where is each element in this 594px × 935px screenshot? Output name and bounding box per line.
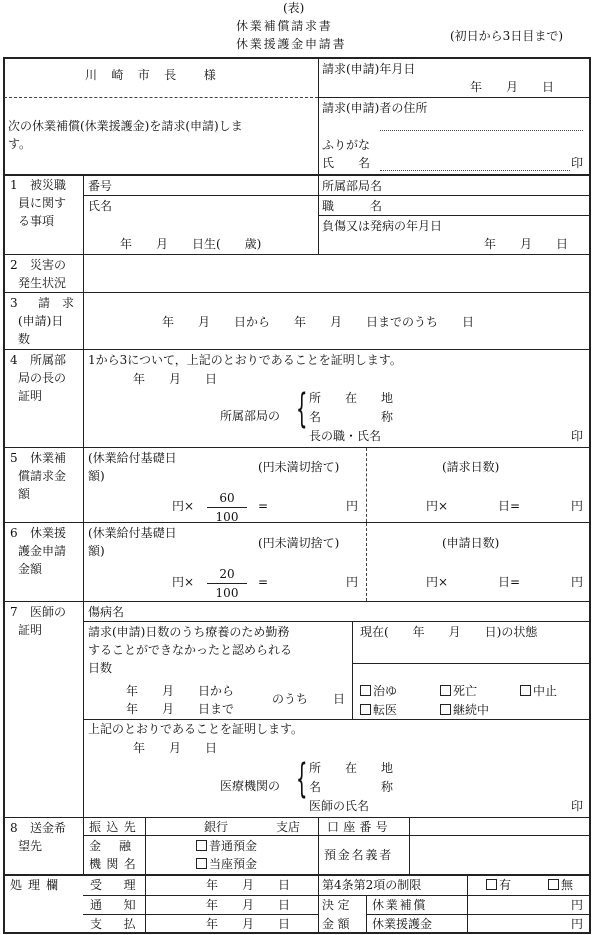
s7-within: のうち <box>272 692 309 706</box>
proc-paid: 支 払 <box>90 917 141 931</box>
s4-brace-icon: { <box>296 386 308 432</box>
page-side-label: (表) <box>283 1 305 15</box>
checkbox-icon <box>440 704 451 715</box>
s6-days-label: (申請日数) <box>442 536 500 550</box>
s1-label-1: 被災職 <box>30 178 67 192</box>
s6-label-2: 護金申請 <box>18 544 67 558</box>
proc-decided-label: 決定 <box>322 898 354 912</box>
s5-label-2: 償請求金 <box>18 469 67 483</box>
s7-opt-transfer[interactable]: 転医 <box>360 702 397 718</box>
s8-branch-label: 支店 <box>276 820 301 834</box>
s8-account-field[interactable] <box>410 818 589 835</box>
s7-cert-date[interactable]: 年 月 日 <box>133 741 218 755</box>
s3-num: 3 <box>10 296 18 310</box>
s5-total[interactable]: 円 <box>571 499 584 513</box>
proc-limit-label: 第4条第2項の制限 <box>322 878 422 892</box>
s1-label-3: る事項 <box>18 214 55 228</box>
s8-label-1: 送金希 <box>30 821 67 835</box>
claimant-address-label: 請求(申請)者の住所 <box>322 101 428 115</box>
s2-situation-field[interactable] <box>84 255 589 291</box>
s6-total[interactable]: 円 <box>571 575 584 589</box>
s5-num: 5 <box>10 451 18 465</box>
s7-opt-cured[interactable]: 治ゆ <box>360 683 397 699</box>
s8-account-label: 口座番号 <box>327 820 392 834</box>
s5-equals: = <box>258 499 269 513</box>
s5-day-equals: 日= <box>498 499 521 513</box>
s7-to-date[interactable]: 年 月 日まで <box>126 702 235 716</box>
s5-days-label: (請求日数) <box>442 460 500 474</box>
s5-yen-times: 円× <box>172 499 195 513</box>
s3-label-1: 請 求 <box>38 296 75 310</box>
proc-comp-label: 休業補償 <box>372 898 428 912</box>
s5-base-label: (休業給付基礎日 <box>88 451 177 465</box>
intro-text: 次の休業補償(休業援護金)を請求(申請)しま <box>8 119 243 133</box>
s6-num: 6 <box>10 526 18 540</box>
s7-label-1: 医師の <box>30 605 67 619</box>
addressee: 川 崎 市 長 様 <box>85 68 218 82</box>
s6-base-label: (休業給付基礎日 <box>88 526 177 540</box>
s7-doctor-label: 医師の氏名 <box>309 799 370 813</box>
s5-round-note: (円未満切捨て) <box>258 460 340 474</box>
s4-label-3: 証明 <box>18 389 43 403</box>
s7-question-1: 請求(申請)日数のうち療養のため勤務 <box>88 625 290 639</box>
proc-aid-amount[interactable]: 円 <box>571 917 584 931</box>
s5-label-3: 額 <box>18 487 31 501</box>
s6-equals: = <box>258 575 269 589</box>
proc-received: 受 理 <box>90 878 141 892</box>
s7-address-label: 所 在 地 <box>309 761 394 775</box>
checkbox-icon <box>360 704 371 715</box>
s1-injury-date[interactable]: 年 月 日 <box>484 237 569 251</box>
s8-dest-label: 振込先 <box>89 820 142 834</box>
s8-current-option[interactable]: 当座預金 <box>196 856 257 872</box>
s4-chief-label: 長の職・氏名 <box>309 429 382 443</box>
s8-label-2: 望先 <box>18 839 43 853</box>
form-title-compensation: 休業補償請求書 <box>236 19 333 33</box>
proc-limit-no[interactable]: 無 <box>548 877 573 893</box>
s4-label-1: 所属部 <box>30 353 67 367</box>
s4-label-2: 局の長の <box>18 371 67 385</box>
s7-num: 7 <box>10 605 18 619</box>
checkbox-icon <box>196 858 207 869</box>
proc-paid-date[interactable]: 年 月 日 <box>206 917 291 931</box>
s6-yen-result[interactable]: 円 <box>346 575 359 589</box>
s3-period-text[interactable]: 年 月 日から 年 月 日までのうち 日 <box>162 315 475 329</box>
s1-number-label: 番号 <box>88 179 113 193</box>
s1-birth-date[interactable]: 年 月 日生( 歳) <box>120 237 262 251</box>
s7-cert-text: 上記のとおりであることを証明します。 <box>88 722 304 736</box>
s8-num: 8 <box>10 821 18 835</box>
s4-cert-text: 1から3について，上記のとおりであることを証明します。 <box>88 353 402 367</box>
s5-yen-result[interactable]: 円 <box>346 499 359 513</box>
s4-cert-date[interactable]: 年 月 日 <box>133 372 218 386</box>
s7-from-date[interactable]: 年 月 日から <box>126 684 235 698</box>
proc-notified-date[interactable]: 年 月 日 <box>206 898 291 912</box>
proc-amount-label: 金額 <box>322 917 354 931</box>
s5-label-1: 休業補 <box>30 451 67 465</box>
period-note: (初日から3日目まで) <box>450 29 563 43</box>
s5-base-label-2: 額) <box>88 469 105 483</box>
s1-dept-label: 所属部局名 <box>322 179 383 193</box>
s6-day-equals: 日= <box>498 575 521 589</box>
s7-question-2: することができなかったと認められる <box>88 643 293 657</box>
s7-disease-label: 傷病名 <box>88 605 125 619</box>
s6-yen-times: 円× <box>172 575 195 589</box>
s2-label-1: 災害の <box>30 258 67 272</box>
checkbox-icon <box>486 879 497 890</box>
s4-name-label: 名 称 <box>309 410 394 424</box>
s1-injury-label: 負傷又は発病の年月日 <box>322 219 443 233</box>
checkbox-icon <box>440 685 451 696</box>
s4-org-label: 所属部局の <box>220 409 281 423</box>
s7-label-2: 証明 <box>18 623 43 637</box>
proc-label: 処理欄 <box>10 878 65 892</box>
s6-label-1: 休業援 <box>30 526 67 540</box>
proc-received-date[interactable]: 年 月 日 <box>206 878 291 892</box>
s8-holder-field[interactable] <box>410 836 589 873</box>
proc-aid-label: 休業援護金 <box>372 917 433 931</box>
proc-comp-amount[interactable]: 円 <box>571 898 584 912</box>
s4-num: 4 <box>10 353 18 367</box>
s1-name-label: 氏名 <box>88 199 113 213</box>
intro-text-2: す。 <box>8 137 32 151</box>
s8-ordinary-option[interactable]: 普通預金 <box>196 838 257 854</box>
s6-round-note: (円未満切捨て) <box>258 536 340 550</box>
s8-holder-label: 預金名義者 <box>324 848 394 862</box>
s7-status-label: 現在( 年 月 日)の状態 <box>360 625 538 639</box>
request-date-label: 請求(申請)年月日 <box>322 62 416 76</box>
s6-yen-times-2: 円× <box>426 575 449 589</box>
s4-address-label: 所 在 地 <box>309 391 394 405</box>
s2-label-2: 発生状況 <box>18 276 67 290</box>
s7-org-label: 医療機関の <box>220 779 281 793</box>
s7-name-label: 名 称 <box>309 780 394 794</box>
s5-yen-times-2: 円× <box>426 499 449 513</box>
s5-fraction: $\frac{60}{100}$ <box>207 490 247 525</box>
checkbox-icon <box>196 840 207 851</box>
s7-opt-continuing[interactable]: 継続中 <box>440 702 489 718</box>
request-date-value[interactable]: 年 月 日 <box>470 80 555 94</box>
s7-days[interactable]: 日 <box>333 692 346 706</box>
s1-post-label: 職 名 <box>322 199 383 213</box>
s7-question-3: 日数 <box>88 661 113 675</box>
form-title-aid: 休業援護金申請書 <box>236 37 347 51</box>
claimant-name-label: 氏 名 <box>322 156 371 170</box>
proc-limit-yes[interactable]: 有 <box>486 877 511 893</box>
s2-num: 2 <box>10 258 18 272</box>
s8-inst-label-2: 機関名 <box>89 857 142 871</box>
s8-bank-label: 銀行 <box>204 820 229 834</box>
s4-seal: 印 <box>571 429 584 443</box>
checkbox-icon <box>548 879 559 890</box>
s6-fraction: $\frac{20}{100}$ <box>207 566 247 601</box>
s7-opt-death[interactable]: 死亡 <box>440 683 477 699</box>
s1-num: 1 <box>10 178 18 192</box>
s7-opt-stopped[interactable]: 中止 <box>520 683 557 699</box>
s6-label-3: 金額 <box>18 562 43 576</box>
s3-label-2: (申請)日 <box>18 314 64 328</box>
s8-inst-label-1: 金 融 <box>89 839 135 853</box>
s7-brace-icon: { <box>296 756 308 802</box>
s6-base-label-2: 額) <box>88 544 105 558</box>
s7-seal: 印 <box>571 799 584 813</box>
s1-label-2: 員に関す <box>18 196 67 210</box>
checkbox-icon <box>360 685 371 696</box>
checkbox-icon <box>520 685 531 696</box>
s3-label-3: 数 <box>18 332 31 346</box>
proc-notified: 通 知 <box>90 898 141 912</box>
claimant-furigana-label: ふりがな <box>322 138 371 152</box>
claimant-seal: 印 <box>571 156 584 170</box>
